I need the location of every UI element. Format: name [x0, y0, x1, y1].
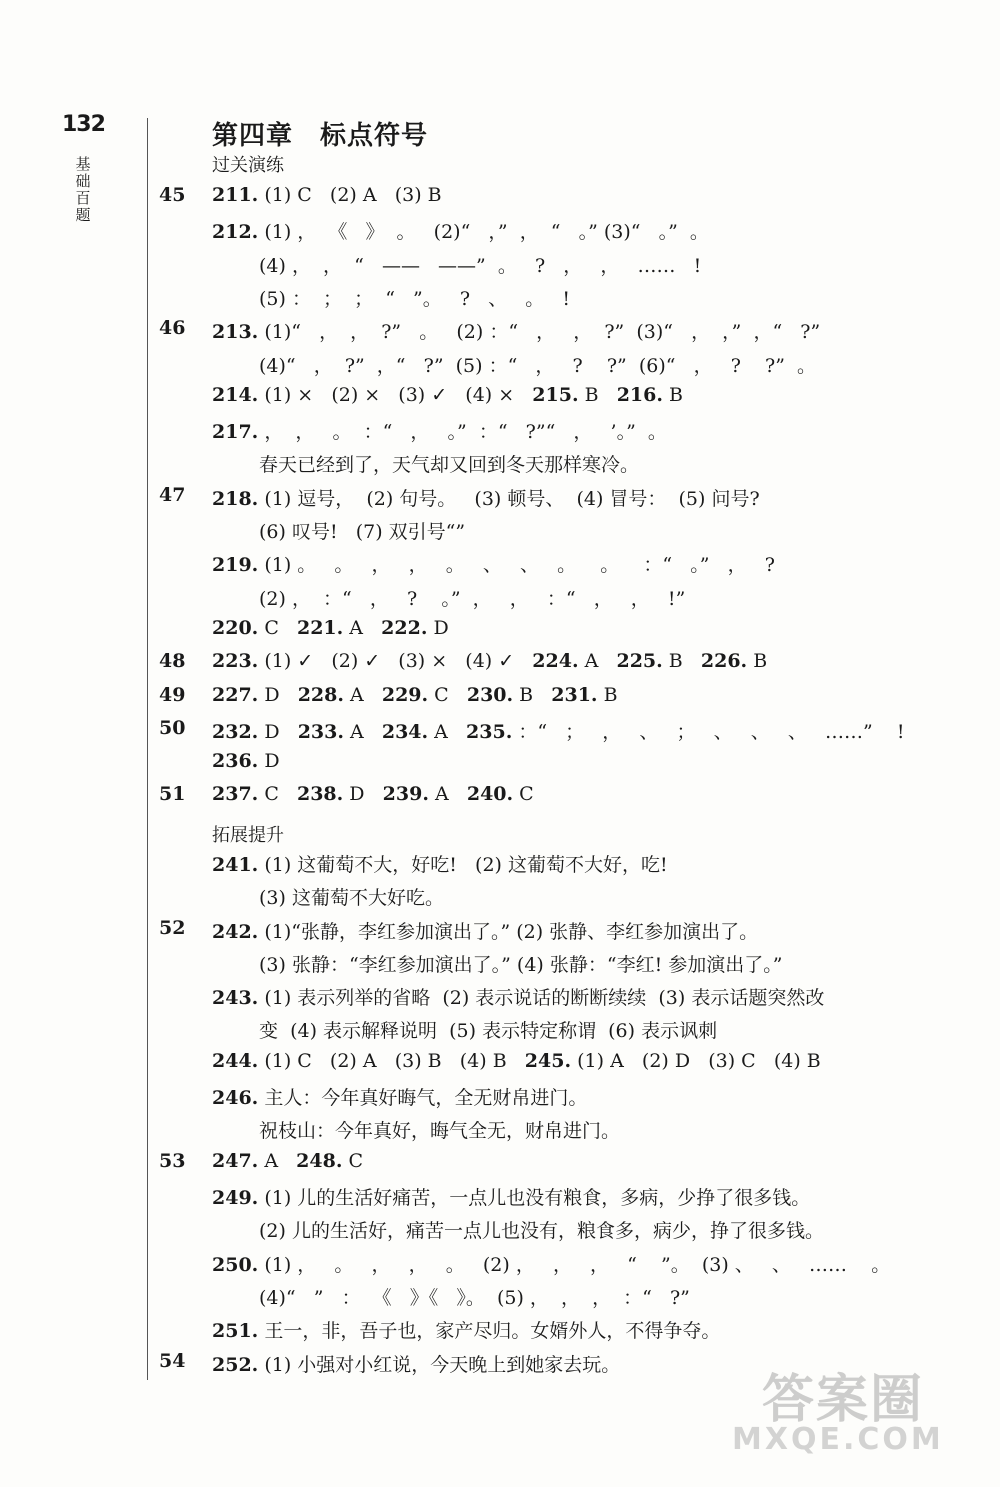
answer-text: A: [343, 617, 382, 639]
answer-row: [155, 650, 960, 680]
answer-row: [155, 1083, 960, 1113]
question-number: 212.: [212, 221, 259, 243]
answer-row: [155, 1183, 960, 1213]
answer-line: [212, 717, 905, 744]
question-number: 229.: [381, 684, 429, 706]
answer-line: [259, 1283, 690, 1310]
question-number: 232.: [212, 721, 259, 743]
answer-text: (1) 儿的生活好痛苦，一点儿也没有粮食，多病，少挣了很多钱。: [258, 1187, 811, 1209]
answer-text: B: [662, 384, 683, 406]
answer-text: C: [258, 783, 297, 805]
answer-text: (1) ✓ (2) ✓ (3) × (4) ✓: [258, 650, 533, 672]
answer-text: (2) 儿的生活好，痛苦一点儿也没有，粮食多，病少，挣了很多钱。: [259, 1220, 824, 1242]
reference-page-number: 52: [159, 917, 186, 939]
answer-text: B: [578, 384, 617, 406]
question-number: 213.: [212, 321, 259, 343]
question-number: 249.: [212, 1187, 259, 1209]
answer-text: (5) ： ； ； “ ”。 ? 、 。 !: [259, 288, 571, 310]
question-number: 236.: [212, 750, 259, 772]
answer-row: [155, 684, 960, 714]
answer-text: B: [513, 684, 552, 706]
question-number: 215.: [532, 384, 579, 406]
question-number: 226.: [700, 650, 748, 672]
answer-row: [155, 850, 960, 880]
answer-text: (1) 小强对小红说，今天晚上到她家去玩。: [258, 1354, 621, 1376]
answer-text: (1)“ ， ， ?” 。 (2) ：“ ， ， ?” (3)“ ， ，” ，“ ?”: [258, 321, 821, 343]
question-number: 244.: [212, 1050, 259, 1072]
answer-text: D: [343, 783, 383, 805]
answer-text: (1)“张静，李红参加演出了。” (2) 张静、李红参加演出了。: [258, 921, 759, 943]
answer-text: 变 (4) 表示解释说明 (5) 表示特定称谓 (6) 表示讽刺: [259, 1020, 718, 1042]
answer-text: (2) ， ：“ ， ? 。” ， ， ：“ ， ， !”: [259, 588, 686, 610]
answer-row: [155, 1150, 960, 1180]
answer-row: [155, 251, 960, 281]
question-number: 218.: [212, 488, 259, 510]
answer-text: D: [427, 617, 449, 639]
answer-text: A: [343, 684, 382, 706]
answer-text: 主人：今年真好晦气，全无财帛进门。: [258, 1087, 588, 1109]
answer-line: [212, 1083, 587, 1110]
question-number: 237.: [212, 783, 259, 805]
answer-text: (1) 。 。 ， ， 。 、 、 。 。 ：“ 。” ， ?: [258, 554, 775, 576]
answer-text: D: [258, 684, 298, 706]
answer-text: (1) 这葡萄不大，好吃! (2) 这葡萄不大好，吃!: [258, 854, 668, 876]
answer-line: [212, 1050, 821, 1072]
answer-row: [155, 417, 960, 447]
answer-row: [155, 917, 960, 947]
question-number: 242.: [212, 921, 259, 943]
answer-text: A: [258, 1150, 297, 1172]
question-number: 250.: [212, 1254, 259, 1276]
answer-line: [212, 417, 667, 444]
answer-line: [212, 850, 668, 877]
question-number: 238.: [296, 783, 344, 805]
answer-row: [155, 484, 960, 514]
answer-row: [155, 450, 960, 480]
answer-text: (6) 叹号! (7) 双引号“”: [259, 521, 466, 543]
question-number: 245.: [524, 1050, 572, 1072]
answer-text: B: [597, 684, 618, 706]
answer-row: [155, 284, 960, 314]
answer-line: [212, 1183, 810, 1210]
answer-line: [212, 917, 758, 944]
question-number: 241.: [212, 854, 259, 876]
reference-page-number: 49: [159, 684, 186, 706]
answer-line: [212, 184, 442, 206]
question-number: 231.: [551, 684, 598, 706]
answer-line: [259, 517, 465, 544]
answer-row: [155, 1316, 960, 1346]
question-number: 252.: [212, 1354, 259, 1376]
side-label-text: 基 础 百 题: [75, 155, 91, 224]
question-number: 223.: [212, 650, 259, 672]
question-number: 225.: [616, 650, 663, 672]
answer-line: [212, 484, 760, 511]
answer-row: [155, 1016, 960, 1046]
answer-text: A: [578, 650, 617, 672]
reference-page-number: 45: [159, 184, 186, 206]
answer-row: [155, 750, 960, 780]
answer-row: [155, 550, 960, 580]
answer-line: [259, 1116, 620, 1143]
question-number: 235.: [466, 721, 513, 743]
question-number: 228.: [297, 684, 344, 706]
answer-row: [155, 517, 960, 547]
answer-line: [259, 584, 685, 611]
question-number: 248.: [296, 1150, 343, 1172]
answer-line: [259, 351, 816, 378]
answer-line: [212, 317, 820, 344]
answer-row: [155, 883, 960, 913]
answer-text: C: [258, 617, 297, 639]
answer-line: [212, 1316, 720, 1343]
answer-text: (1) C (2) A (3) B: [258, 184, 442, 206]
answer-line: [212, 684, 618, 706]
answer-row: [155, 1283, 960, 1313]
question-number: 216.: [616, 384, 663, 406]
answer-text: B: [662, 650, 701, 672]
answer-line: [212, 617, 449, 639]
answer-text: (1) ， 。 ， ， 。 (2) ， ， ， “ ”。 (3) 、 、 …… 。: [258, 1254, 891, 1276]
answer-text: (1) 表示列举的省略 (2) 表示说话的断断续续 (3) 表示话题突然改: [258, 987, 825, 1009]
watermark-url: MXQE.COM: [732, 1422, 944, 1457]
answer-row: [155, 217, 960, 247]
question-number: 247.: [212, 1150, 259, 1172]
question-number: 227.: [212, 684, 259, 706]
answer-line: [259, 883, 444, 910]
answer-text: A: [343, 721, 382, 743]
answer-text: C: [342, 1150, 364, 1172]
question-number: 251.: [212, 1320, 259, 1342]
answer-row: [155, 317, 960, 347]
answer-line: [212, 1350, 620, 1377]
answer-text: (1) ， 《 》 。 (2)“ ，” ， “ 。” (3)“ 。” 。: [258, 221, 709, 243]
question-number: 240.: [466, 783, 514, 805]
answer-text: ：“ ； ， 、 ； 、 、 、 ……” !: [512, 721, 905, 743]
chapter-title: 第四章 标点符号: [212, 121, 429, 151]
answer-line: [212, 783, 534, 805]
answer-text: 春天已经到了，天气却又回到冬天那样寒冷。: [259, 454, 640, 476]
reference-page-number: 48: [159, 650, 186, 672]
answer-row: [155, 584, 960, 614]
answer-text: ， ， 。 ：“ ， 。” ：“ ?”“ ， ’。” 。: [258, 421, 667, 443]
answer-line: [212, 217, 709, 244]
page-number: 132: [62, 112, 105, 137]
answer-line: [212, 650, 767, 672]
question-number: 224.: [532, 650, 579, 672]
answer-row: [155, 950, 960, 980]
answer-text: A: [428, 721, 467, 743]
answer-row: [155, 1216, 960, 1246]
answer-text: (1) × (2) × (3) ✓ (4) ×: [258, 384, 533, 406]
answer-text: (1) A (2) D (3) C (4) B: [571, 1050, 821, 1072]
reference-page-number: 47: [159, 484, 186, 506]
question-number: 221.: [296, 617, 344, 639]
answer-text: 王一，非，吾子也，家产尽归。女婿外人，不得争夺。: [258, 1320, 721, 1342]
answer-line: [259, 950, 782, 977]
answer-row: [155, 617, 960, 647]
answer-text: D: [258, 750, 280, 772]
answer-row: [155, 1250, 960, 1280]
section-heading-practice: 过关演练: [212, 155, 284, 176]
question-number: 233.: [297, 721, 344, 743]
question-number: 219.: [212, 554, 259, 576]
watermark-logo-text: 答案圈: [762, 1370, 925, 1430]
question-number: 217.: [212, 421, 259, 443]
question-number: 220.: [212, 617, 259, 639]
question-number: 211.: [212, 184, 259, 206]
answer-text: (1) 逗号， (2) 句号。 (3) 顿号、 (4) 冒号： (5) 问号?: [258, 488, 760, 510]
answer-line: [212, 550, 775, 577]
question-number: 230.: [466, 684, 514, 706]
answer-line: [259, 450, 639, 477]
answer-row: [155, 717, 960, 747]
reference-page-number: 51: [159, 783, 186, 805]
reference-page-number: 54: [159, 1350, 186, 1372]
question-number: 214.: [212, 384, 259, 406]
answer-text: (3) 张静：“李红参加演出了。” (4) 张静：“李红! 参加演出了。”: [259, 954, 783, 976]
question-number: 234.: [381, 721, 429, 743]
answer-row: [155, 184, 960, 214]
reference-page-number: 53: [159, 1150, 186, 1172]
answer-text: A: [428, 783, 467, 805]
answer-line: [212, 1150, 363, 1172]
answer-row: [155, 783, 960, 813]
section-heading-extension: 拓展提升: [212, 825, 284, 846]
vertical-rule: [147, 118, 148, 1380]
answer-row: [155, 384, 960, 414]
reference-page-number: 50: [159, 717, 186, 739]
question-number: 243.: [212, 987, 259, 1009]
answer-text: (1) C (2) A (3) B (4) B: [258, 1050, 525, 1072]
answer-text: B: [747, 650, 768, 672]
answer-line: [212, 983, 824, 1010]
answer-text: 祝枝山：今年真好，晦气全无，财帛进门。: [259, 1120, 621, 1142]
answer-line: [259, 1216, 824, 1243]
question-number: 239.: [382, 783, 429, 805]
answer-row: [155, 1050, 960, 1080]
reference-page-number: 46: [159, 317, 186, 339]
answer-line: [212, 1250, 890, 1277]
question-number: 246.: [212, 1087, 259, 1109]
watermark: [732, 1357, 982, 1457]
answer-text: (4)“ ” ： 《 》《 》。 (5) ， ， ， ：“ ?”: [259, 1287, 690, 1309]
answer-text: (3) 这葡萄不大好吃。: [259, 887, 444, 909]
answer-line: [259, 1016, 717, 1043]
answer-row: [155, 983, 960, 1013]
answer-line: [212, 750, 280, 772]
side-label: [74, 156, 92, 224]
question-number: 222.: [381, 617, 428, 639]
answer-text: (4) ， ， “ —— ——” 。 ? ， ， …… !: [259, 255, 702, 277]
answer-text: (4)“ ， ?” ，“ ?” (5) ：“ ， ? ?” (6)“ ， ? ?” 。: [259, 355, 817, 377]
answer-line: [212, 384, 683, 406]
answer-row: [155, 351, 960, 381]
answer-text: C: [513, 783, 534, 805]
answer-text: C: [428, 684, 467, 706]
answer-line: [259, 251, 701, 278]
answer-row: [155, 1116, 960, 1146]
answer-line: [259, 284, 570, 311]
answer-text: D: [258, 721, 298, 743]
